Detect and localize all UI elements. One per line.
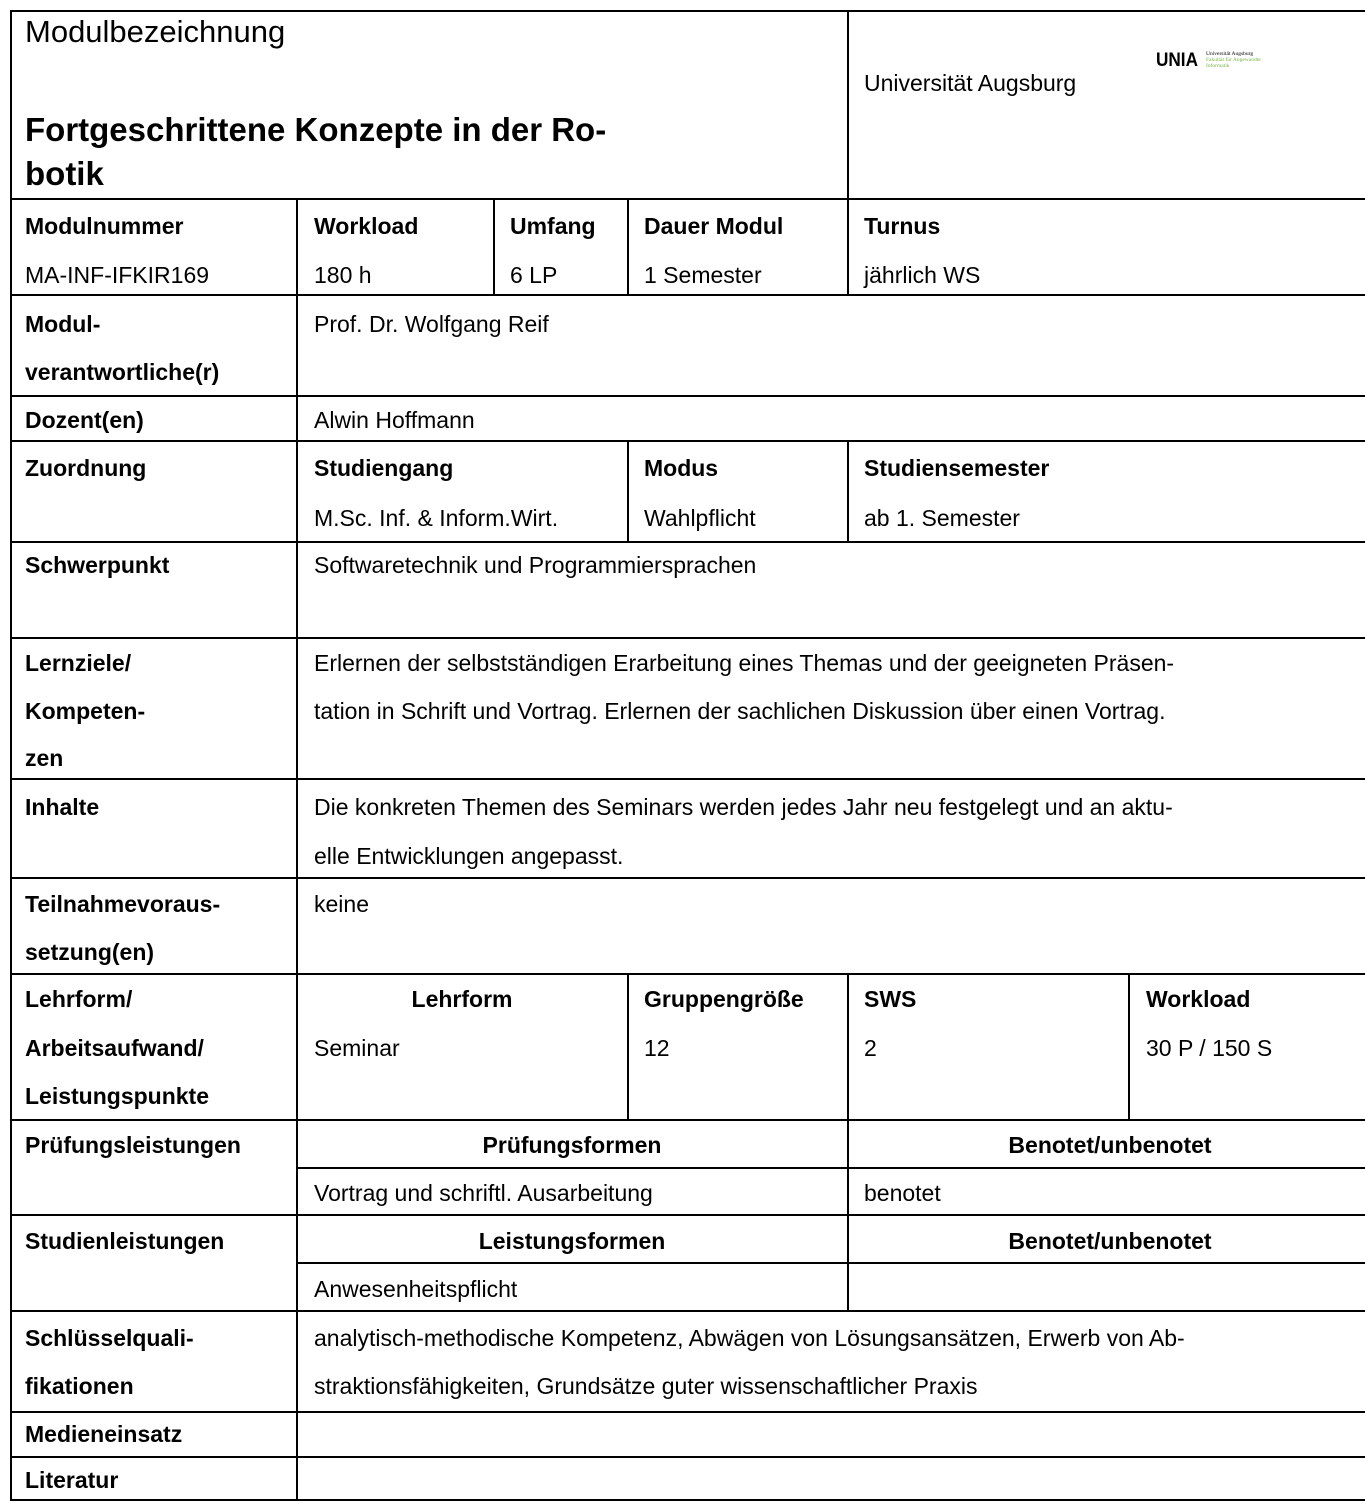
lehrform-header-gruppengroesse: Gruppengröße (644, 986, 804, 1012)
pruefung-header-formen: Prüfungsformen (482, 1132, 662, 1158)
zuordnung-header-modus: Modus (644, 455, 719, 481)
zuordnung-header-studiensemester: Studiensemester (864, 455, 1050, 481)
row-line (10, 877, 1365, 879)
row-line (10, 294, 1365, 296)
row-line (10, 1310, 1365, 1312)
lehrform-value-sws: 2 (864, 1035, 877, 1061)
pruefung-header-benotet: Benotet/unbenotet (1008, 1132, 1212, 1158)
studienleistungen-label: Studienleistungen (25, 1228, 225, 1254)
lernziele-label-line1: Lernziele/ (25, 650, 132, 676)
subheader-line (296, 1262, 1365, 1264)
row-line (10, 1456, 1365, 1458)
zuordnung-label: Zuordnung (25, 455, 147, 481)
facts-value-umfang: 6 LP (510, 262, 558, 288)
verantwortlich-value: Prof. Dr. Wolfgang Reif (314, 311, 549, 337)
logo-line3: Informatik (1206, 63, 1230, 69)
schwerpunkt-label: Schwerpunkt (25, 552, 170, 578)
header-divider (847, 10, 849, 208)
lehrform-label-line2: Arbeitsaufwand/ (25, 1035, 204, 1061)
university-name: Universität Augsburg (864, 70, 1077, 96)
university-logo (1156, 48, 1286, 70)
literatur-label: Literatur (25, 1467, 119, 1493)
medien-label: Medieneinsatz (25, 1421, 183, 1447)
verantwortlich-label-line2: verantwortliche(r) (25, 359, 220, 385)
facts-value-turnus: jährlich WS (864, 262, 981, 288)
cell-divider (493, 198, 495, 294)
cell-divider (847, 973, 849, 1119)
teilnahme-value: keine (314, 891, 369, 917)
row-line (10, 1411, 1365, 1413)
module-title-line2: botik (25, 155, 104, 192)
schluessel-label-line1: Schlüsselquali- (25, 1325, 194, 1351)
cell-divider (627, 198, 629, 294)
pruefung-value-benotet: benotet (864, 1180, 941, 1206)
schluessel-label-line2: fikationen (25, 1373, 134, 1399)
row-line (10, 1119, 1365, 1121)
row-line (10, 440, 1365, 442)
lernziele-text-line2: tation in Schrift und Vortrag. Erlernen der sachlichen Diskussion über einen Vortrag. (314, 698, 1166, 724)
subheader-line (296, 1167, 1365, 1169)
lehrform-header-workload: Workload (1146, 986, 1251, 1012)
facts-header-umfang: Umfang (510, 213, 596, 239)
lehrform-value-workload: 30 P / 150 S (1146, 1035, 1273, 1061)
schluessel-text-line1: analytisch-methodische Kompetenz, Abwägen von Lösungsansätzen, Erwerb von Ab- (314, 1325, 1185, 1351)
verantwortlich-label-line1: Modul- (25, 311, 101, 337)
module-title-line1: Fortgeschrittene Konzepte in der Ro- (25, 111, 607, 148)
inhalte-label: Inhalte (25, 794, 100, 820)
lehrform-header-lehrform: Lehrform (411, 986, 513, 1012)
lehrform-label-line3: Leistungspunkte (25, 1083, 210, 1109)
zuordnung-header-studiengang: Studiengang (314, 455, 454, 481)
facts-header-modulnummer: Modulnummer (25, 213, 184, 239)
row-line (10, 778, 1365, 780)
lernziele-label-line2: Kompeten- (25, 698, 146, 724)
schluessel-text-line2: straktionsfähigkeiten, Grundsätze guter wissenschaftlicher Praxis (314, 1373, 978, 1399)
teilnahme-label-line1: Teilnahmevoraus- (25, 891, 221, 917)
row-line (10, 1214, 1365, 1216)
pruefung-value-formen: Vortrag und schriftl. Ausarbeitung (314, 1180, 653, 1206)
lehrform-value-gruppengroesse: 12 (644, 1035, 670, 1061)
row-line (10, 395, 1365, 397)
logo-line1: Universität Augsburg (1206, 51, 1254, 57)
row-line (10, 198, 1365, 200)
pruefung-label: Prüfungsleistungen (25, 1132, 241, 1158)
facts-header-turnus: Turnus (864, 213, 941, 239)
facts-value-modulnummer: MA-INF-IFKIR169 (25, 262, 210, 288)
dozenten-value: Alwin Hoffmann (314, 407, 475, 433)
facts-header-dauer: Dauer Modul (644, 213, 784, 239)
cell-divider (627, 440, 629, 541)
studienleistungen-header-benotet: Benotet/unbenotet (1008, 1228, 1212, 1254)
schwerpunkt-value: Softwaretechnik und Programmiersprachen (314, 552, 757, 578)
cell-divider (847, 1119, 849, 1310)
table-border-top (10, 10, 1365, 12)
cell-divider (1128, 973, 1130, 1119)
lehrform-value-lehrform: Seminar (314, 1035, 400, 1061)
lernziele-label-line3: zen (25, 745, 64, 771)
cell-divider (627, 973, 629, 1119)
logo-mark: UNIA (1156, 50, 1199, 70)
facts-value-workload: 180 h (314, 262, 372, 288)
logo-line2: Fakultät für Angewandte (1206, 57, 1261, 63)
dozenten-label: Dozent(en) (25, 407, 144, 433)
facts-value-dauer: 1 Semester (644, 262, 762, 288)
lehrform-label-line1: Lehrform/ (25, 986, 133, 1012)
zuordnung-value-modus: Wahlpflicht (644, 505, 756, 531)
lernziele-text-line1: Erlernen der selbstständigen Erarbeitung eines Themas und der geeigneten Präsen- (314, 650, 1175, 676)
studienleistungen-value-formen: Anwesenheitspflicht (314, 1276, 518, 1302)
cell-divider (847, 440, 849, 541)
lehrform-header-sws: SWS (864, 986, 917, 1012)
zuordnung-value-studiengang: M.Sc. Inf. & Inform.Wirt. (314, 505, 559, 531)
studienleistungen-header-formen: Leistungsformen (478, 1228, 666, 1254)
cell-divider (847, 198, 849, 294)
facts-header-workload: Workload (314, 213, 419, 239)
teilnahme-label-line2: setzung(en) (25, 939, 155, 965)
module-label: Modulbezeichnung (25, 14, 286, 49)
label-column-divider (296, 198, 298, 1501)
inhalte-text-line2: elle Entwicklungen angepasst. (314, 843, 624, 869)
table-border-left (10, 10, 12, 1501)
inhalte-text-line1: Die konkreten Themen des Seminars werden jedes Jahr neu festgelegt und an aktu- (314, 794, 1173, 820)
row-line (10, 541, 1365, 543)
zuordnung-value-studiensemester: ab 1. Semester (864, 505, 1020, 531)
row-line (10, 637, 1365, 639)
row-line (10, 973, 1365, 975)
